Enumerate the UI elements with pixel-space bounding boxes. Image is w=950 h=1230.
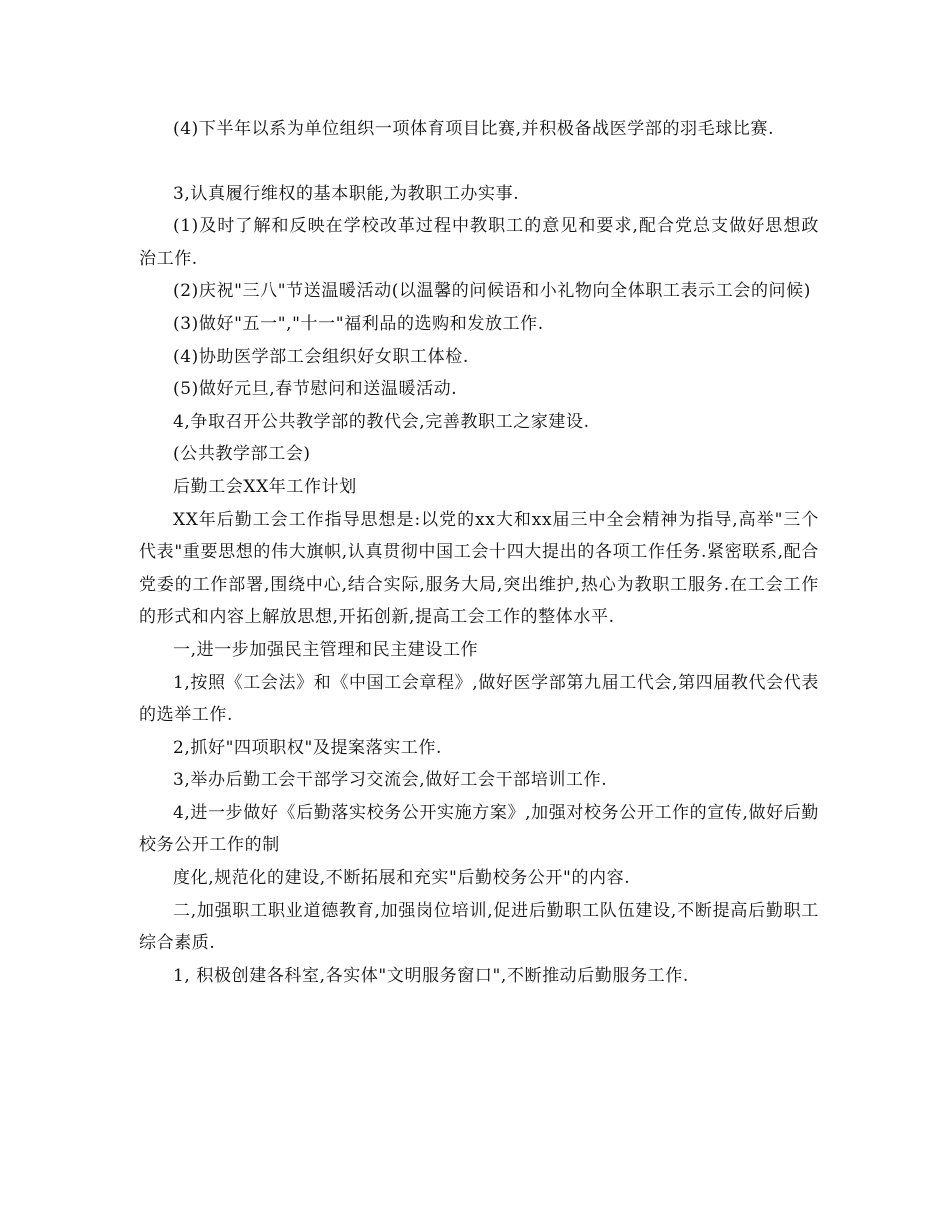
paragraph: (1)及时了解和反映在学校改革过程中教职工的意见和要求,配合党总支做好思想政治工作. (139, 216, 819, 269)
section-heading: 后勤工会XX年工作计划 (173, 476, 357, 497)
paragraph: 2,抓好"四项职权"及提案落实工作. (173, 737, 443, 758)
paragraph: (公共教学部工会) (173, 444, 311, 465)
paragraph: 4,争取召开公共教学部的教代会,完善教职工之家建设. (173, 411, 590, 432)
paragraph: (5)做好元旦,春节慰问和送温暖活动. (173, 379, 458, 400)
section-heading: 二,加强职工职业道德教育,加强岗位培训,促进后勤职工队伍建设,不断提高后勤职工综合素质. (139, 900, 819, 954)
section-heading: 一,进一步加强民主管理和民主建设工作 (173, 639, 479, 660)
paragraph: 1, 积极创建各科室,各实体"文明服务窗口",不断推动后勤服务工作. (173, 965, 689, 986)
paragraph: (4)下半年以系为单位组织一项体育项目比赛,并积极备战医学部的羽毛球比赛. (173, 119, 775, 139)
paragraph: 度化,规范化的建设,不断拓展和充实"后勤校务公开"的内容. (173, 868, 631, 889)
paragraph: 1,按照《工会法》和《中国工会章程》,做好医学部第九届工代会,第四届教代会代表的选举工作. (139, 672, 819, 726)
paragraph: 3,认真履行维权的基本职能,为教职工办实事. (173, 183, 520, 204)
paragraph: 4,进一步做好《后勤落实校务公开实施方案》,加强对校务公开工作的宣传,做好后勤校务公开工作的制 (139, 802, 819, 856)
paragraph: (4)协助医学部工会组织好女职工体检. (173, 346, 469, 367)
document-body (139, 113, 819, 992)
paragraph: (3)做好"五一","十一"福利品的选购和发放工作. (173, 313, 544, 334)
paragraph: (2)庆祝"三八"节送温暖活动(以温馨的问候语和小礼物向全体职工表示工会的问候) (173, 281, 811, 302)
paragraph: XX年后勤工会工作指导思想是:以党的xx大和xx届三中全会精神为指导,高举"三个代表"重要思想的伟大旗帜,认真贯彻中国工会十四大提出的各项工作任务.紧密联系,配合党委的工作部署,围绕中心,结合实际,服务大局,突出维护,热心为教职工服务.在工会工作的形式和内容上解放思想,开拓创新,提高工会工作的整体水平. (139, 509, 819, 628)
paragraph: 3,举办后勤工会干部学习交流会,做好工会干部培训工作. (173, 770, 608, 791)
